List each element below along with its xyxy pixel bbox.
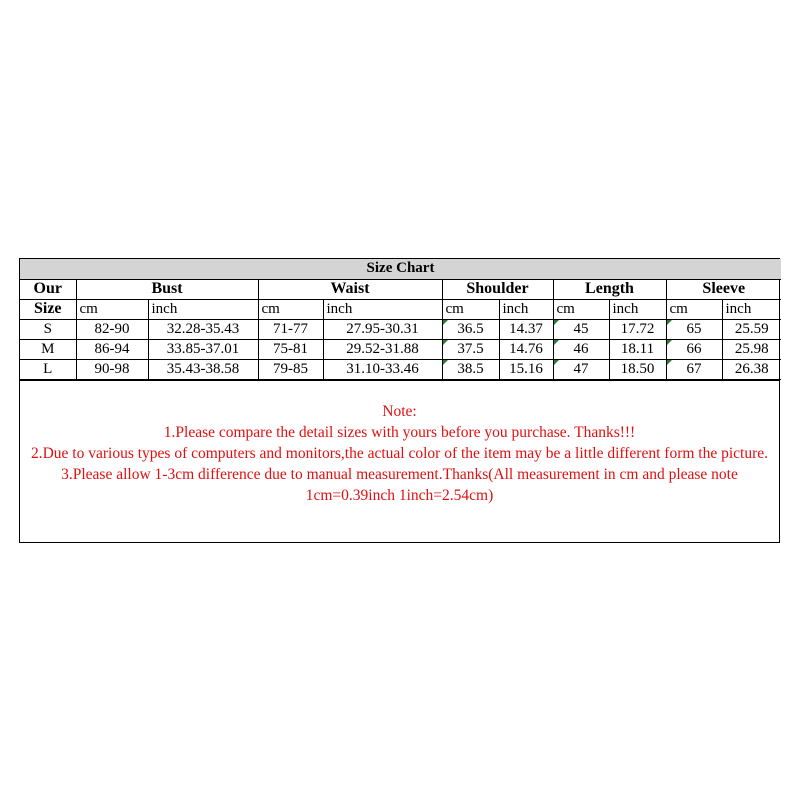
waist-cm-cell: 71-77 (258, 319, 323, 339)
size-cell: S (20, 319, 76, 339)
sleeve-inch-cell: 25.59 (722, 319, 781, 339)
length-header: Length (553, 279, 666, 299)
bust-inch-cell: 35.43-38.58 (148, 359, 258, 379)
size-cell: L (20, 359, 76, 379)
bust-cm-cell: 82-90 (76, 319, 148, 339)
chart-title: Size Chart (20, 259, 781, 279)
unit-cm: cm (258, 299, 323, 319)
sleeve-cm-cell: 66 (666, 339, 722, 359)
unit-inch: inch (499, 299, 553, 319)
size-chart (19, 258, 780, 543)
note-heading: Note: (382, 402, 417, 420)
waist-inch-cell: 29.52-31.88 (323, 339, 442, 359)
unit-inch: inch (609, 299, 666, 319)
unit-cm: cm (553, 299, 609, 319)
shoulder-cm-cell: 36.5 (442, 319, 499, 339)
unit-cm: cm (76, 299, 148, 319)
table-row (20, 339, 781, 359)
shoulder-inch-cell: 15.16 (499, 359, 553, 379)
length-inch-cell: 18.50 (609, 359, 666, 379)
waist-cm-cell: 79-85 (258, 359, 323, 379)
waist-header: Waist (258, 279, 442, 299)
table-row (20, 359, 781, 379)
sleeve-cm-cell: 65 (666, 319, 722, 339)
shoulder-cm-cell: 37.5 (442, 339, 499, 359)
unit-inch: inch (148, 299, 258, 319)
sleeve-inch-cell: 25.98 (722, 339, 781, 359)
note-line-2: 2.Due to various types of computers and monitors,the actual color of the item may be a little different form the picture. (30, 444, 769, 462)
waist-inch-cell: 31.10-33.46 (323, 359, 442, 379)
note-section (20, 380, 779, 542)
waist-inch-cell: 27.95-30.31 (323, 319, 442, 339)
shoulder-cm-cell: 38.5 (442, 359, 499, 379)
unit-cm: cm (666, 299, 722, 319)
bust-cm-cell: 86-94 (76, 339, 148, 359)
waist-cm-cell: 75-81 (258, 339, 323, 359)
sleeve-inch-cell: 26.38 (722, 359, 781, 379)
bust-cm-cell: 90-98 (76, 359, 148, 379)
note-line-3: 3.Please allow 1-3cm difference due to manual measurement.Thanks(All measurement in cm and please note 1cm=0.39inch 1inch=2.54cm) (61, 465, 738, 504)
our-size-header-top: Our (20, 279, 76, 299)
unit-cm: cm (442, 299, 499, 319)
shoulder-inch-cell: 14.37 (499, 319, 553, 339)
length-cm-cell: 46 (553, 339, 609, 359)
bust-header: Bust (76, 279, 258, 299)
size-cell: M (20, 339, 76, 359)
length-inch-cell: 18.11 (609, 339, 666, 359)
unit-inch: inch (722, 299, 781, 319)
unit-inch: inch (323, 299, 442, 319)
length-cm-cell: 45 (553, 319, 609, 339)
table-row (20, 319, 781, 339)
our-size-header-bottom: Size (20, 299, 76, 319)
shoulder-header: Shoulder (442, 279, 553, 299)
length-cm-cell: 47 (553, 359, 609, 379)
note-line-1: 1.Please compare the detail sizes with yours before you purchase. Thanks!!! (163, 423, 636, 441)
shoulder-inch-cell: 14.76 (499, 339, 553, 359)
length-inch-cell: 17.72 (609, 319, 666, 339)
size-table (20, 259, 781, 380)
sleeve-header: Sleeve (666, 279, 781, 299)
bust-inch-cell: 33.85-37.01 (148, 339, 258, 359)
bust-inch-cell: 32.28-35.43 (148, 319, 258, 339)
sleeve-cm-cell: 67 (666, 359, 722, 379)
